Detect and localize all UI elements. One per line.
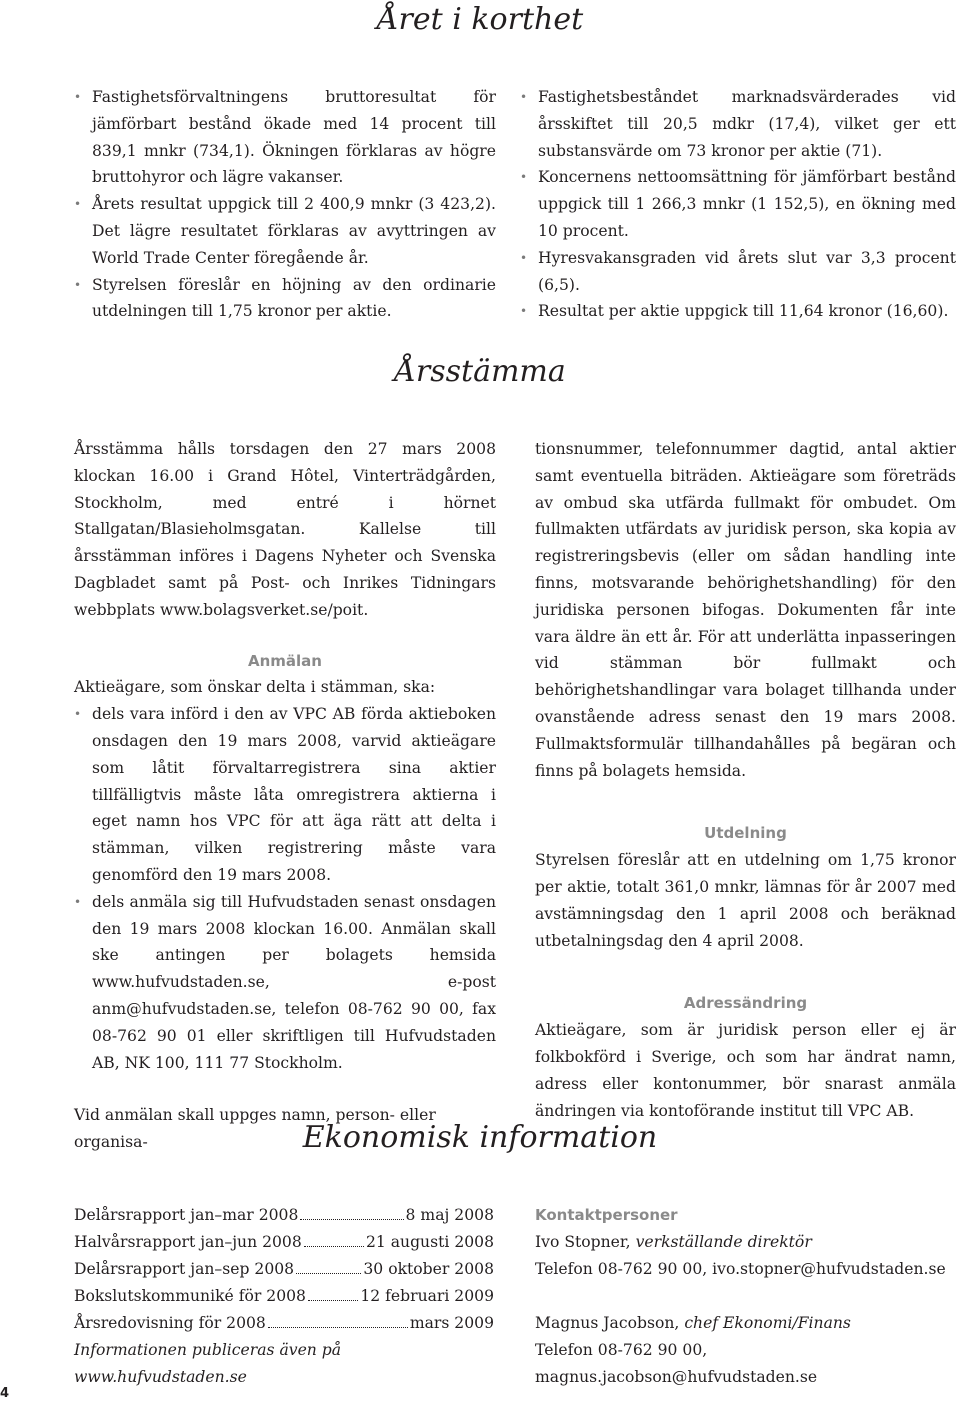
heading-ekonomisk-information: Ekonomisk information	[302, 1120, 658, 1155]
calendar-label: Bokslutskommuniké för 2008	[74, 1287, 306, 1305]
utdelning-title: Utdelning	[704, 824, 787, 843]
list-item: • Fastighetsförvaltningens bruttoresultat för jämförbart bestånd ökade med 14 procent till 839,1 mnkr (734,1). Ökningen förklaras av högre bruttohyror och lägre vakanser.	[74, 84, 496, 191]
contact-persons	[535, 1202, 956, 1391]
calendar-row	[74, 1256, 494, 1283]
list-item: • Koncernens nettoomsättning för jämförbart bestånd uppgick till 1 266,3 mnkr (1 152,5), en ökning med 10 procent.	[520, 164, 956, 244]
financial-calendar	[74, 1202, 494, 1391]
adressandring-title: Adressändring	[683, 994, 808, 1013]
agm-intro: Årsstämma hålls torsdagen den 27 mars 2008 klockan 16.00 i Grand Hôtel, Vinterträdgården, Stockholm, med entré i hörnet Stallgatan/Blasieholmsgatan. Kallelse till årsstämman införes i Dagens Nyheter och Svenska Dagbladet samt på Post- och Inrikes Tidningars webbplats www.bolagsverket.se/poit.	[74, 440, 496, 619]
contact-name-line	[535, 1229, 956, 1256]
calendar-label: Årsredovisning för 2008	[74, 1314, 266, 1332]
anmalan-list	[74, 701, 496, 1076]
contact-phone: Telefon 08-762 90 00, ivo.stopner@hufvudstaden.se	[535, 1260, 946, 1278]
list-item: • Årets resultat uppgick till 2 400,9 mnkr (3 423,2). Det lägre resultatet förklaras av avyttringen av World Trade Center föregående år.	[74, 191, 496, 271]
list-item: • Styrelsen föreslår en höjning av den ordinarie utdelningen till 1,75 kronor per aktie.	[74, 272, 496, 326]
page-number: 4	[0, 1386, 10, 1401]
contact-role: verkställande direktör	[635, 1233, 812, 1251]
contact-name: Ivo Stopner,	[535, 1233, 631, 1251]
anmalan-title: Anmälan	[248, 651, 322, 670]
contact-name: Magnus Jacobson,	[535, 1314, 680, 1332]
calendar-label: Halvårsrapport jan–jun 2008	[74, 1233, 302, 1251]
heading-aret-i-korthet: Året i korthet	[376, 2, 584, 37]
anmalan-lead: Aktieägare, som önskar delta i stämman, ska:	[74, 678, 436, 697]
year-summary-right-list	[520, 84, 956, 325]
calendar-row	[74, 1310, 494, 1337]
calendar-row	[74, 1229, 494, 1256]
calendar-date: mars 2009	[409, 1314, 494, 1332]
calendar-row	[74, 1202, 494, 1229]
contact-phone: Telefon 08-762 90 00, magnus.jacobson@hufvudstaden.se	[535, 1341, 818, 1386]
calendar-date: 12 februari 2009	[360, 1287, 494, 1305]
list-item: • dels vara införd i den av VPC AB förda aktieboken onsdagen den 19 mars 2008, varvid aktieägare som låtit förvaltarregistrera sina aktier tillfälligtvis måste låta omregistrera aktierna i eget namn hos VPC för att äga rätt att delta i stämman, vilken registrering måste vara genomförd den 19 mars 2008.	[74, 701, 496, 889]
agm-right-column	[535, 436, 956, 1124]
agm-continued-text: tionsnummer, telefonnummer dagtid, antal aktier samt eventuella biträden. Aktieägare som företräds av ombud ska utfärda fullmakt för ombudet. Om fullmakten utfärdats av juridisk person, ska kopia av registreringsbevis (eller om sådan handling inte finns, motsvarande behörighetshandling) för den juridiska personen bifogas. Dokumenten får inte vara äldre än ett år. För att underlätta inpasseringen vid stämman bör fullmakt och behörighetshandlingar vara bolaget tillhanda under ovanstående adress senast den 19 mars 2008. Fullmaktsformulär tillhandahålles på begäran och finns på bolagets hemsida.	[535, 440, 956, 780]
utdelning-text: Styrelsen föreslår att en utdelning om 1,75 kronor per aktie, totalt 361,0 mnkr, lämnas för år 2007 med avstämningsdag den 1 april 2008 och beräknad utbetalningsdag den 4 april 2008.	[535, 851, 956, 950]
anmalan-tail: Vid anmälan skall uppges namn, person- eller organisa-	[74, 1106, 436, 1152]
calendar-label: Delårsrapport jan–mar 2008	[74, 1206, 299, 1224]
year-summary-left-list	[74, 84, 496, 325]
calendar-date: 8 maj 2008	[405, 1206, 494, 1224]
contacts-title: Kontaktpersoner	[535, 1206, 678, 1224]
calendar-row	[74, 1283, 494, 1310]
list-item: • Fastighetsbeståndet marknadsvärderades vid årsskiftet till 20,5 mdkr (17,4), vilket ger ett substansvärde om 73 kronor per aktie (71).	[520, 84, 956, 164]
calendar-date: 21 augusti 2008	[365, 1233, 494, 1251]
calendar-note: Informationen publiceras även på www.hufvudstaden.se	[74, 1341, 342, 1386]
heading-arsstamma: Årsstämma	[394, 354, 566, 389]
list-item: • dels anmäla sig till Hufvudstaden senast onsdagen den 19 mars 2008 klockan 16.00. Anmälan skall ske antingen per bolagets hemsida www.hufvudstaden.se, e-post anm@hufvudstaden.se, telefon 08-762 90 00, fax 08-762 90 01 eller skriftligen till Hufvudstaden AB, NK 100, 111 77 Stockholm.	[74, 889, 496, 1077]
contact-role: chef Ekonomi/Finans	[684, 1314, 851, 1332]
list-item: • Resultat per aktie uppgick till 11,64 kronor (16,60).	[520, 298, 956, 325]
list-item: • Hyresvakansgraden vid årets slut var 3,3 procent (6,5).	[520, 245, 956, 299]
calendar-date: 30 oktober 2008	[363, 1260, 494, 1278]
agm-left-column	[74, 436, 496, 1156]
adressandring-text: Aktieägare, som är juridisk person eller ej är folkbokförd i Sverige, och som har ändrat namn, adress eller kontonummer, bör snarast anmäla ändringen via kontoförande institut till VPC AB.	[535, 1021, 956, 1120]
contact-name-line	[535, 1310, 956, 1337]
calendar-label: Delårsrapport jan–sep 2008	[74, 1260, 295, 1278]
